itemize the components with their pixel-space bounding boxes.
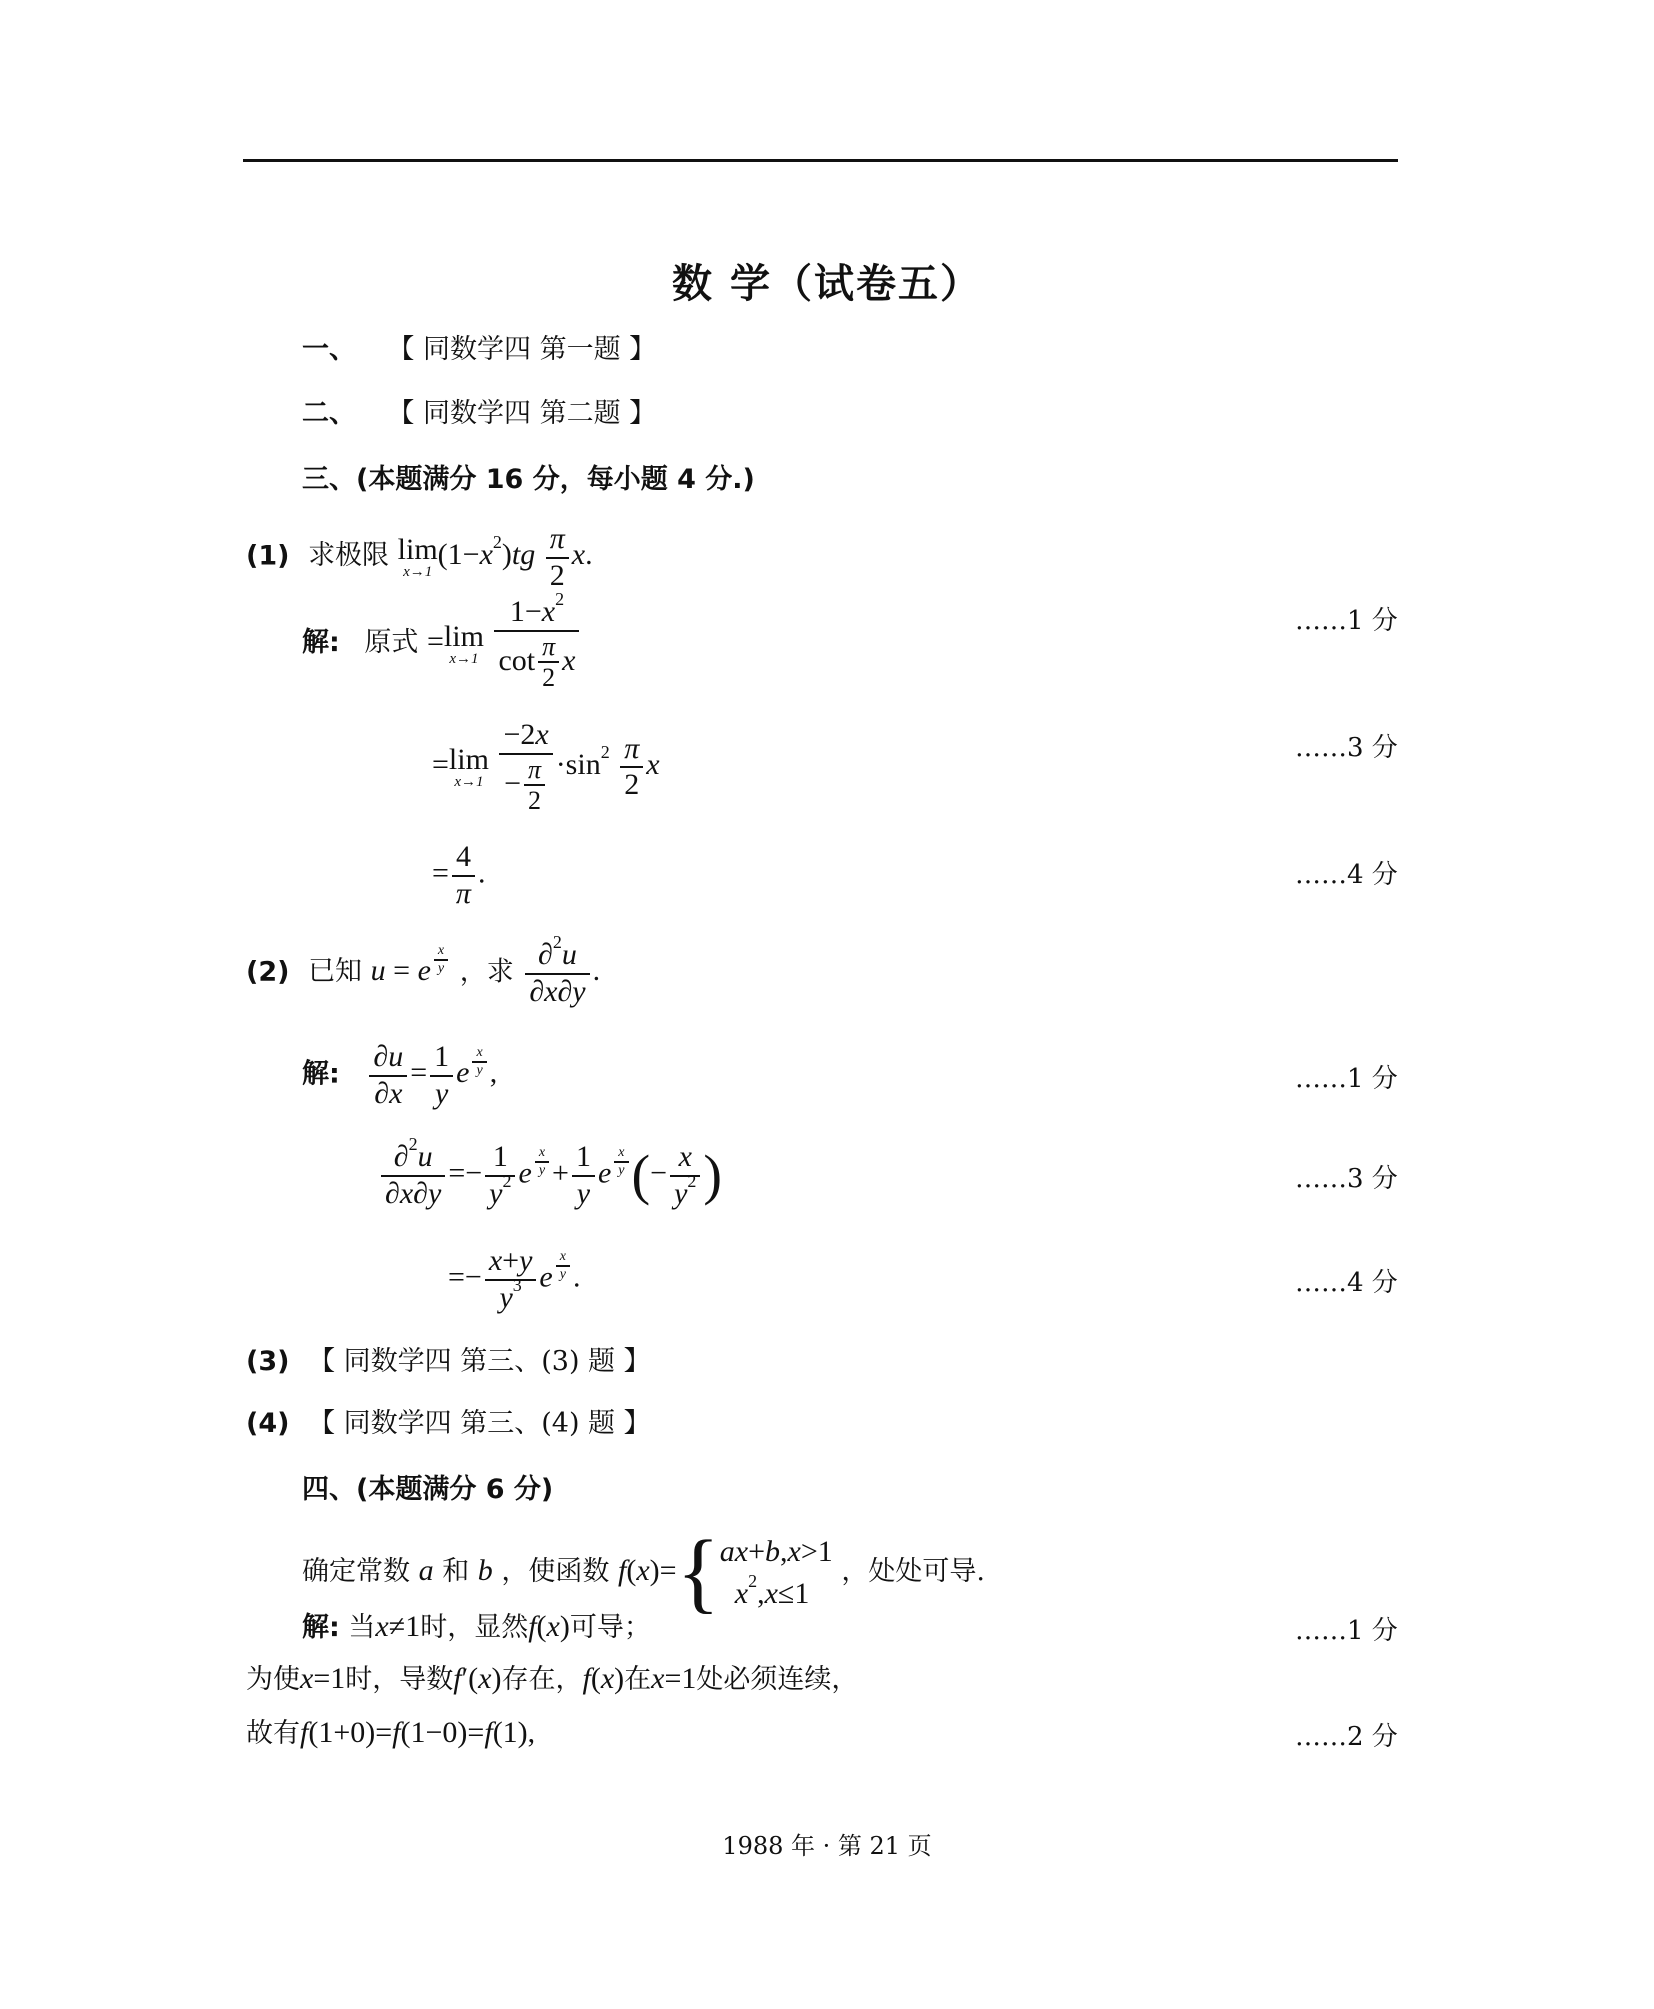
page-footer: 1988 年 · 第 21 页 [722, 1832, 932, 1860]
q1-solution-step1: 解: 原式 =lim x→1 $1-x^2$ cot $\frac{\pi}{2}$ x [302, 595, 582, 693]
section-4-prompt: 确定常数 a 和 b ，使函数 f(x)={ax+b,x>1 $x^2,x\le 1$ ，处处可导. [302, 1523, 985, 1622]
section-4-heading: 四、(本题满分 6 分) [302, 1474, 554, 1505]
score-label: ……4 分 [1295, 1268, 1398, 1298]
section-2: 二、 【 同数学四 第二题 】 [302, 398, 657, 429]
page-title: 数 学（试卷五） [672, 261, 982, 307]
limit-expression: lim x→1 $(1-x^2)tg$ $\frac{\pi}{2}$ x. [397, 522, 593, 592]
q2-solution-step1: 解: $\frac{\partial u}{\partial x}$ = $\frac{1}{y}$ e $^{\frac{x}{y}}$ , [302, 1040, 498, 1110]
question-1: (1) 求极限 lim x→1 $(1-x^2)tg$ $\frac{\pi}{2}$ x. [246, 522, 593, 592]
score-label: ……1 分 [1295, 1616, 1398, 1646]
section-1: 一、 【 同数学四 第一题 】 [302, 334, 657, 365]
header-rule [243, 159, 1398, 162]
question-3: (3) 【 同数学四 第三、(3) 题 】 [246, 1346, 651, 1377]
q1-solution-step2: =lim x→1 −2x − $\frac{\pi}{2}$ $\cdot\sin^2$ $\frac{\pi}{2}$ x [432, 718, 660, 816]
section-3-heading: 三、(本题满分 16 分，每小题 4 分.) [302, 464, 755, 495]
q1-solution-step3: = $\frac{4}{\pi}$ . [432, 840, 486, 910]
q2-solution-step3: =− $\frac{x+y}{y^3}$ e $^{\frac{x}{y}}$ . [448, 1244, 581, 1314]
score-label: ……3 分 [1295, 1164, 1398, 1194]
score-label: ……4 分 [1295, 860, 1398, 890]
section-4-solution-1: 解: 当x≠1时，显然f(x)可导； [302, 1610, 651, 1643]
score-label: ……1 分 [1295, 606, 1398, 636]
section-4-solution-2: 为使x=1时，导数f′(x)存在，f(x)在x=1处必须连续， [246, 1662, 859, 1695]
score-label: ……1 分 [1295, 1064, 1398, 1094]
question-4: (4) 【 同数学四 第三、(4) 题 】 [246, 1408, 651, 1439]
score-label: ……2 分 [1295, 1722, 1398, 1752]
score-label: ……3 分 [1295, 733, 1398, 763]
question-2: (2) 已知 u = e $^{\frac{x}{y}}$ ，求 $\frac{\partial^2u}{\partial x\partial y}$ . [246, 931, 601, 1008]
q2-solution-step2: $\frac{\partial^2u}{\partial x\partial y}$ =− $\frac{1}{y^2}$ e $^{\frac{x}{y}}$ + $\frac{1}{y}$ e $^{\frac{x}{y}}$ (− $\frac{x}{y^2}$ ) [378, 1140, 722, 1211]
section-4-solution-3: 故有f(1+0)=f(1−0)=f(1), [246, 1716, 536, 1749]
